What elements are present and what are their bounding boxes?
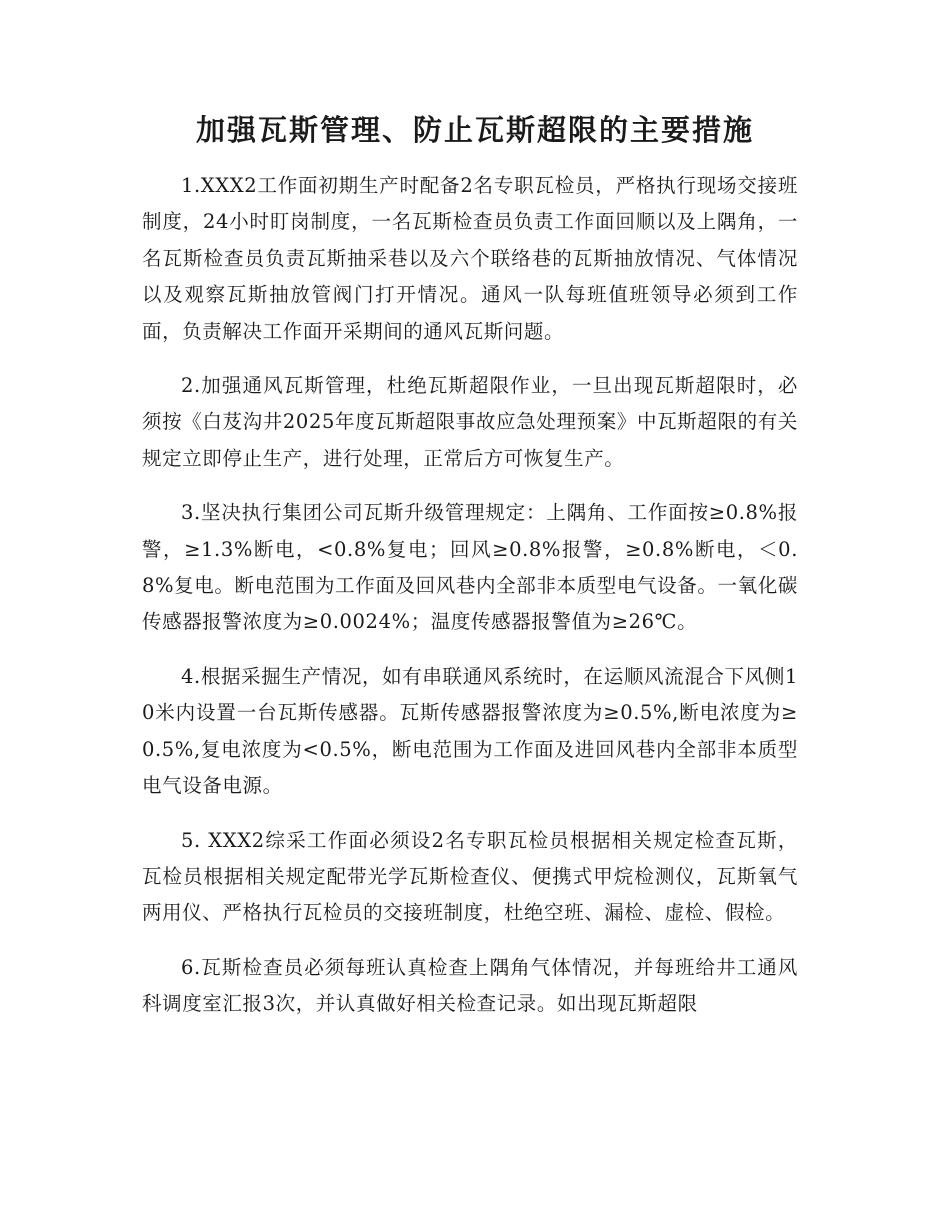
paragraph-4: 4.根据采掘生产情况，如有串联通风系统时，在运顺风流混合下风侧10米内设置一台瓦斯传感器。瓦斯传感器报警浓度为≥0.5%,断电浓度为≥0.5%,复电浓度为<0.5%，断电范围为工作面及进回风巷内全部非本质型电气设备电源。: [142, 664, 798, 798]
document-title: 加强瓦斯管理、防止瓦斯超限的主要措施: [195, 113, 754, 147]
paragraph-2: 2.加强通风瓦斯管理，杜绝瓦斯超限作业，一旦出现瓦斯超限时，必须按《白芨沟井2025年度瓦斯超限事故应急处理预案》中瓦斯超限的有关规定立即停止生产，进行处理，正常后方可恢复生产。: [142, 374, 798, 470]
paragraph-3: 3.坚决执行集团公司瓦斯升级管理规定：上隅角、工作面按≥0.8%报警，≥1.3%断电，<0.8%复电；回风≥0.8%报警，≥0.8%断电，＜0.8%复电。断电范围为工作面及回风巷内全部非本质型电气设备。一氧化碳传感器报警浓度为≥0.0024%；温度传感器报警值为≥26℃。: [142, 501, 798, 634]
document-body: [142, 168, 798, 1041]
paragraph-5: 5. XXX2综采工作面必须设2名专职瓦检员根据相关规定检查瓦斯，瓦检员根据相关规定配带光学瓦斯检查仪、便携式甲烷检测仪，瓦斯氧气两用仪、严格执行瓦检员的交接班制度，杜绝空班、漏检、虚检、假检。: [142, 828, 798, 925]
paragraph-6: 6.瓦斯检查员必须每班认真检查上隅角气体情况，并每班给井工通风科调度室汇报3次，并认真做好相关检查记录。如出现瓦斯超限: [142, 955, 798, 1016]
paragraph-1: 1.XXX2工作面初期生产时配备2名专职瓦检员，严格执行现场交接班制度，24小时盯岗制度，一名瓦斯检查员负责工作面回顺以及上隅角，一名瓦斯检查员负责瓦斯抽采巷以及六个联络巷的瓦斯抽放情况、气体情况以及观察瓦斯抽放管阀门打开情况。通风一队每班值班领导必须到工作面，负责解决工作面开采期间的通风瓦斯问题。: [142, 174, 798, 343]
